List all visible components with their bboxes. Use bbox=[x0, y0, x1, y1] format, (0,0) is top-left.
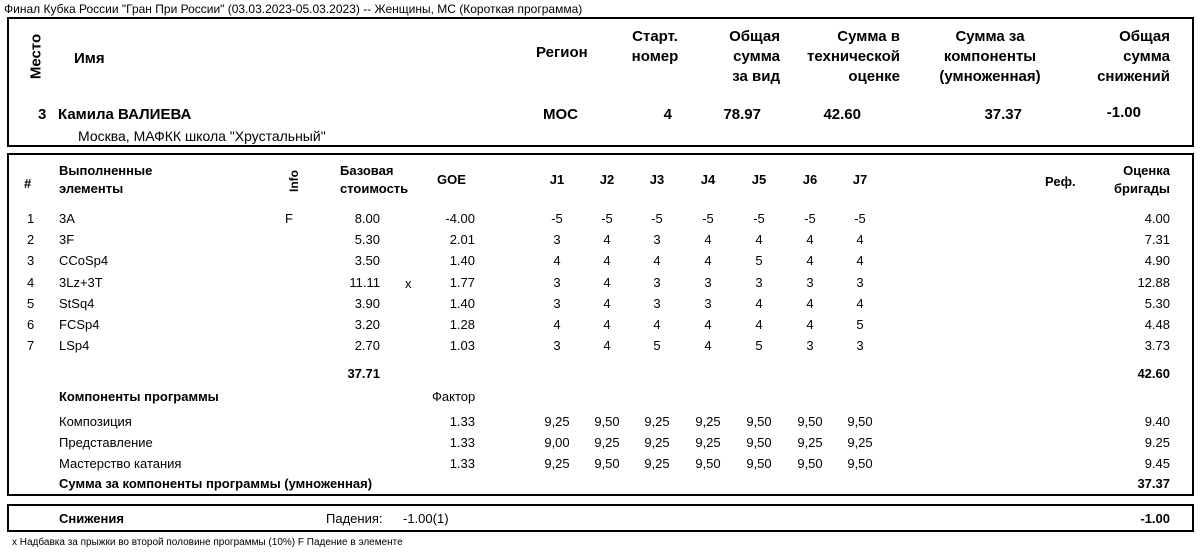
element-goe: 2.01 bbox=[449, 232, 475, 248]
num-header: # bbox=[24, 176, 32, 191]
element-info: F bbox=[285, 211, 293, 226]
element-judge-score: 4 bbox=[755, 295, 763, 311]
element-goe: 1.77 bbox=[449, 274, 475, 290]
falls-label: Падения: bbox=[326, 511, 383, 526]
element-number: 7 bbox=[27, 338, 35, 354]
element-base-value: 3.50 bbox=[354, 253, 380, 269]
element-judge-score: -5 bbox=[804, 211, 816, 226]
element-judge-score: -5 bbox=[702, 211, 714, 226]
element-number: 5 bbox=[27, 295, 35, 311]
element-judge-score: 3 bbox=[553, 295, 561, 311]
component-score: 9.25 bbox=[1144, 435, 1170, 450]
panel-score-header: Оценка бригады bbox=[1114, 163, 1170, 196]
element-code: 3F bbox=[59, 232, 75, 248]
deductions-total: -1.00 bbox=[1140, 511, 1170, 526]
component-judge-score: 9,50 bbox=[746, 435, 772, 450]
element-number: 4 bbox=[27, 274, 35, 290]
component-judge-score: 9,25 bbox=[644, 456, 670, 471]
element-judge-score: 3 bbox=[806, 338, 814, 354]
element-panel-score: 4.48 bbox=[1144, 317, 1170, 332]
component-judge-score: 9,25 bbox=[544, 456, 570, 471]
element-judge-score: 4 bbox=[806, 253, 814, 269]
element-judge-score: -5 bbox=[651, 211, 663, 226]
factor-header: Фактор bbox=[432, 389, 476, 404]
element-judge-score: 3 bbox=[553, 232, 561, 248]
component-score: 9.40 bbox=[1144, 414, 1170, 429]
element-judge-score: 5 bbox=[653, 338, 661, 354]
component-judge-score: 9,25 bbox=[695, 414, 721, 429]
skater-club: Москва, МАФКК школа "Хрустальный" bbox=[78, 128, 326, 144]
judge-header-6: J6 bbox=[802, 172, 818, 187]
component-judge-score: 9,25 bbox=[695, 435, 721, 450]
judge-header-4: J4 bbox=[700, 172, 716, 187]
element-panel-score: 7.31 bbox=[1144, 232, 1170, 248]
component-judge-score: 9,25 bbox=[644, 435, 670, 450]
element-panel-score: 4.90 bbox=[1144, 253, 1170, 269]
judge-header-5: J5 bbox=[751, 172, 767, 187]
element-judge-score: -5 bbox=[753, 211, 765, 226]
element-judge-score: 4 bbox=[704, 253, 712, 269]
component-judge-score: 9,25 bbox=[544, 414, 570, 429]
element-judge-score: 4 bbox=[653, 317, 661, 332]
element-judge-score: 4 bbox=[806, 317, 814, 332]
element-goe: 1.40 bbox=[449, 295, 475, 311]
element-number: 6 bbox=[27, 317, 35, 332]
element-judge-score: 4 bbox=[806, 295, 814, 311]
name-header: Имя bbox=[74, 50, 105, 67]
component-factor: 1.33 bbox=[449, 456, 475, 471]
place-header: Место bbox=[27, 33, 45, 80]
judge-header-1: J1 bbox=[549, 172, 565, 187]
element-judge-score: 3 bbox=[806, 274, 814, 290]
element-judge-score: 3 bbox=[653, 232, 661, 248]
element-base-value: 8.00 bbox=[354, 211, 380, 226]
component-judge-score: 9,50 bbox=[797, 414, 823, 429]
components-total-label: Сумма за компоненты программы (умноженная) bbox=[59, 476, 373, 491]
element-base-value: 3.90 bbox=[354, 295, 380, 311]
element-judge-score: 3 bbox=[856, 274, 864, 290]
footnote: x Надбавка за прыжки во второй половине программы (10%) F Падение в элементе bbox=[12, 537, 403, 548]
components-total-score: 37.37 bbox=[1137, 476, 1170, 491]
element-judge-score: 4 bbox=[603, 232, 611, 248]
skater-comp: 37.37 bbox=[984, 106, 1022, 123]
element-goe: 1.28 bbox=[449, 317, 475, 332]
element-code: 3A bbox=[59, 211, 75, 226]
component-judge-score: 9,50 bbox=[746, 414, 772, 429]
element-judge-score: 4 bbox=[603, 317, 611, 332]
judge-header-7: J7 bbox=[852, 172, 868, 187]
element-judge-score: 5 bbox=[755, 253, 763, 269]
component-score: 9.45 bbox=[1144, 456, 1170, 471]
skater-total: 78.97 bbox=[723, 106, 761, 123]
component-judge-score: 9,50 bbox=[847, 414, 873, 429]
element-goe: 1.03 bbox=[449, 338, 475, 354]
element-judge-score: 3 bbox=[653, 295, 661, 311]
element-judge-score: 4 bbox=[704, 232, 712, 248]
element-base-value: 11.11 bbox=[349, 274, 380, 290]
element-code: FCSp4 bbox=[59, 317, 100, 332]
element-goe: -4.00 bbox=[445, 211, 475, 226]
skater-name: Камила ВАЛИЕВА bbox=[58, 106, 192, 123]
component-judge-score: 9,50 bbox=[847, 456, 873, 471]
element-judge-score: 3 bbox=[553, 338, 561, 354]
element-judge-score: 3 bbox=[704, 274, 712, 290]
component-name: Мастерство катания bbox=[59, 456, 182, 471]
element-judge-score: 4 bbox=[603, 295, 611, 311]
element-judge-score: 4 bbox=[553, 317, 561, 332]
element-panel-score: 3.73 bbox=[1144, 338, 1170, 354]
element-judge-score: 4 bbox=[704, 338, 712, 354]
element-judge-score: 4 bbox=[603, 253, 611, 269]
element-code: StSq4 bbox=[59, 295, 95, 311]
goe-header: GOE bbox=[437, 172, 466, 187]
element-judge-score: 4 bbox=[603, 274, 611, 290]
element-judge-score: 4 bbox=[704, 317, 712, 332]
element-judge-score: 3 bbox=[553, 274, 561, 290]
element-code: LSp4 bbox=[59, 338, 90, 354]
element-code: 3Lz+3T bbox=[59, 274, 103, 290]
deductions-header: Общая сумма снижений bbox=[1097, 28, 1170, 85]
element-judge-score: 3 bbox=[755, 274, 763, 290]
element-judge-score: 4 bbox=[653, 253, 661, 269]
component-judge-score: 9,25 bbox=[797, 435, 823, 450]
element-number: 2 bbox=[27, 232, 35, 248]
skater-region: MOC bbox=[543, 106, 578, 123]
element-base-value: 3.20 bbox=[354, 317, 380, 332]
referee-header: Реф. bbox=[1045, 174, 1076, 189]
element-panel-score: 12.88 bbox=[1137, 274, 1170, 290]
elements-base-total: 37.71 bbox=[347, 366, 380, 381]
element-judge-score: 3 bbox=[856, 338, 864, 354]
tech-score-header: Сумма в технической оценке bbox=[806, 28, 900, 85]
element-judge-score: -5 bbox=[551, 211, 563, 226]
total-score-header: Общая сумма за вид bbox=[729, 28, 780, 85]
falls-value: -1.00(1) bbox=[403, 511, 449, 526]
component-factor: 1.33 bbox=[449, 414, 475, 429]
element-base-value: 5.30 bbox=[354, 232, 380, 248]
page-title: Финал Кубка России "Гран При России" (03.03.2023-05.03.2023) -- Женщины, МС (Короткая программа) bbox=[4, 2, 583, 16]
component-judge-score: 9,25 bbox=[847, 435, 873, 450]
skater-tech: 42.60 bbox=[823, 106, 861, 123]
component-judge-score: 9,00 bbox=[544, 435, 570, 450]
start-no-header: Старт. номер bbox=[631, 28, 679, 65]
judge-header-3: J3 bbox=[649, 172, 665, 187]
skater-deductions: -1.00 bbox=[1106, 104, 1141, 121]
element-number: 3 bbox=[27, 253, 35, 269]
judge-header-2: J2 bbox=[599, 172, 615, 187]
element-number: 1 bbox=[27, 211, 35, 226]
element-judge-score: 4 bbox=[755, 317, 763, 332]
skater-place: 3 bbox=[38, 106, 47, 123]
element-judge-score: 4 bbox=[856, 295, 864, 311]
element-judge-score: 5 bbox=[755, 338, 763, 354]
components-header: Компоненты программы bbox=[59, 389, 219, 404]
base-value-header: Базовая стоимость bbox=[340, 163, 409, 196]
element-judge-score: 4 bbox=[806, 232, 814, 248]
element-judge-score: -5 bbox=[601, 211, 613, 226]
element-goe: 1.40 bbox=[449, 253, 475, 269]
element-panel-score: 5.30 bbox=[1144, 295, 1170, 311]
element-judge-score: -5 bbox=[854, 211, 866, 226]
component-judge-score: 9,50 bbox=[695, 456, 721, 471]
element-judge-score: 3 bbox=[704, 295, 712, 311]
component-judge-score: 9,25 bbox=[644, 414, 670, 429]
component-name: Представление bbox=[59, 435, 153, 450]
element-judge-score: 4 bbox=[856, 232, 864, 248]
element-base-value: 2.70 bbox=[354, 338, 380, 354]
component-judge-score: 9,50 bbox=[797, 456, 823, 471]
skater-start-no: 4 bbox=[663, 106, 672, 123]
deductions-label: Снижения bbox=[59, 511, 124, 526]
element-judge-score: 3 bbox=[653, 274, 661, 290]
component-judge-score: 9,25 bbox=[594, 435, 620, 450]
element-judge-score: 5 bbox=[856, 317, 864, 332]
element-panel-score: 4.00 bbox=[1144, 211, 1170, 226]
comp-score-header: Сумма за компоненты (умноженная) bbox=[939, 28, 1041, 85]
element-judge-score: 4 bbox=[603, 338, 611, 354]
elements-score-total: 42.60 bbox=[1137, 366, 1170, 381]
elements-header: Выполненные элементы bbox=[59, 163, 153, 196]
element-judge-score: 4 bbox=[856, 253, 864, 269]
element-judge-score: 4 bbox=[755, 232, 763, 248]
deductions-box bbox=[7, 504, 1194, 532]
element-bonus-mark: x bbox=[405, 275, 412, 291]
info-header: Info bbox=[287, 170, 301, 192]
component-factor: 1.33 bbox=[449, 435, 475, 450]
region-header: Регион bbox=[536, 44, 588, 61]
component-name: Композиция bbox=[59, 414, 132, 429]
component-judge-score: 9,50 bbox=[594, 456, 620, 471]
element-judge-score: 4 bbox=[553, 253, 561, 269]
component-judge-score: 9,50 bbox=[594, 414, 620, 429]
element-code: CCoSp4 bbox=[59, 253, 109, 269]
component-judge-score: 9,50 bbox=[746, 456, 772, 471]
